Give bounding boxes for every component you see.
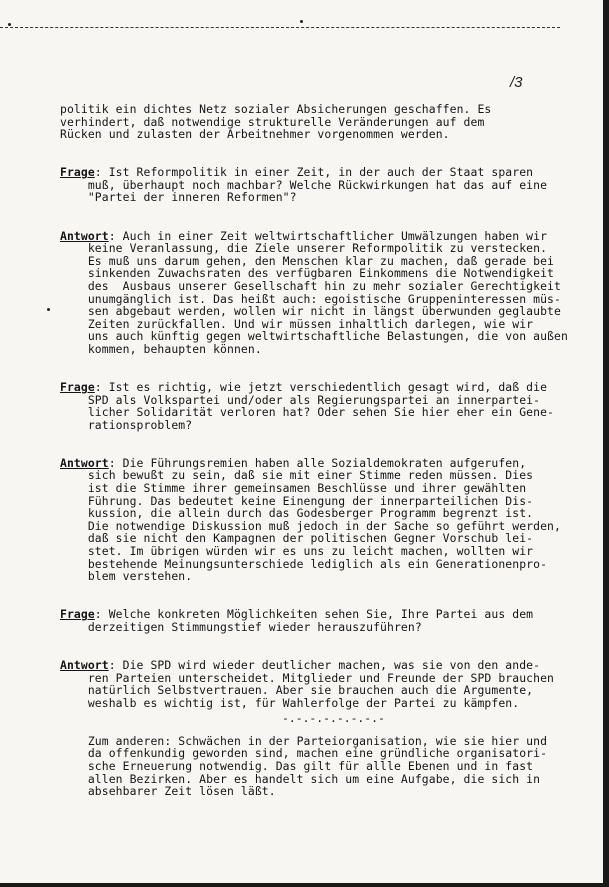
question-label: Frage xyxy=(60,165,95,180)
text-line: sen abgebaut werden, wollen wir nicht in längst überwunden geglaubte xyxy=(60,304,561,319)
scan-mark xyxy=(47,308,50,311)
answer-label: Antwort xyxy=(60,228,109,243)
text-line: allen Bezirken. Aber es handelt sich um eine Aufgabe, die sich in xyxy=(60,771,541,786)
text-line: Es muß uns darum gehen, den Menschen klar zu machen, daß gerade bei xyxy=(60,253,554,268)
text-line: sinkenden Zuwachsraten des verfügbaren Einkommens die Notwendigkeit xyxy=(60,266,554,281)
text-run: : Ist es richtig, wie jetzt verschiedentlich gesagt wird, daß die xyxy=(94,380,548,394)
interview-sections xyxy=(60,166,570,709)
text-line: des Ausbaus unserer Gesellschaft hin zu mehr sozialer Gerechtigkeit xyxy=(60,278,561,293)
text-line: ist die Stimme ihrer gemeinsamen Beschlüsse und ihrer gewählten xyxy=(60,481,527,496)
text-line: Die notwendige Diskussion muß jedoch in der Sache so geführt werden, xyxy=(60,518,561,533)
answer-block xyxy=(60,230,570,356)
top-scan-rule xyxy=(0,27,560,28)
end-separator: -.-.-.-.-.-.-.- xyxy=(282,711,385,725)
text-line: da offenkundig geworden sind, machen eine gründliche organisatori- xyxy=(60,746,548,761)
text-line: Zum anderen: Schwächen in der Parteiorganisation, wie sie hier und xyxy=(60,733,548,748)
scan-mark xyxy=(8,23,11,26)
page-number: /3 xyxy=(510,74,523,91)
text-line: muß, überhaupt noch machbar? Welche Rückwirkungen hat das auf eine xyxy=(60,177,548,192)
answer-block xyxy=(60,457,570,583)
text-line: Rücken und zulasten der Arbeitnehmer vorgenommen werden. xyxy=(60,127,450,142)
text-line: blem verstehen. xyxy=(60,569,193,584)
intro-paragraph xyxy=(60,103,570,141)
text-line: sche Erneuerung notwendig. Das gilt für allle Ebenen und in fast xyxy=(60,759,534,774)
text-line: weshalb es wichtig ist, für Wahlerfolge der Partei zu kämpfen. xyxy=(60,695,520,710)
text-line: uns auch künftig gegen weltwirtschaftliche Belastungen, die von außen xyxy=(60,329,568,344)
text-line: Zeiten zurückfallen. Und wir müssen inhaltlich darlegen, wie wir xyxy=(60,316,534,331)
text-run: : Die Führungsremien haben alle Sozialdemokraten aufgerufen, xyxy=(108,455,527,470)
text-line: "Partei der inneren Reformen"? xyxy=(60,190,297,205)
text-line: kussion, die allein durch das Godesberger Programm begrenzt ist. xyxy=(60,506,534,521)
text-run: : Auch in einer Zeit weltwirtschaftlicher Umwälzungen haben wir xyxy=(108,228,548,243)
text-line: derzeitigen Stimmungstief wieder herauszuführen? xyxy=(60,619,422,634)
question-block xyxy=(60,608,570,633)
text-line: unumgänglich ist. Das heißt auch: egoistische Gruppeninteressen müs- xyxy=(60,291,561,306)
text-run: : Welche konkreten Möglichkeiten sehen Sie, Ihre Partei aus dem xyxy=(94,607,534,622)
text-line: Führung. Das bedeutet keine Einengung der innerparteilichen Dis- xyxy=(60,493,534,508)
question-label: Frage xyxy=(60,607,95,622)
text-line: licher Solidarität verloren hat? Oder sehen Sie hier eher ein Gene- xyxy=(60,405,554,420)
scan-mark xyxy=(300,20,303,23)
answer-block xyxy=(60,659,570,709)
text-line: verhindert, daß notwendige strukturelle Veränderungen auf dem xyxy=(60,114,485,129)
text-line: sich bewußt zu sein, daß sie mit einer Stimme reden müssen. Dies xyxy=(60,468,534,483)
text-run: : Die SPD wird wieder deutlicher machen, was sie von den ande- xyxy=(108,658,541,672)
text-run: : Ist Reformpolitik in einer Zeit, in der auch der Staat sparen xyxy=(94,165,534,180)
question-block xyxy=(60,166,570,204)
text-line xyxy=(60,381,570,394)
text-line: bestehende Meinungsunterschiede lediglich als ein Generationenpro- xyxy=(60,556,548,571)
text-line: natürlich Selbstvertrauen. Aber sie brauchen auch die Argumente, xyxy=(60,683,534,698)
answer-label: Antwort xyxy=(60,455,109,470)
closing-paragraph xyxy=(60,735,570,798)
text-line: stet. Im übrigen würden wir es uns zu leicht machen, wollten wir xyxy=(60,544,534,559)
text-line: SPD als Volkspartei und/oder als Regierungspartei an innerpartei- xyxy=(60,392,541,407)
text-line xyxy=(60,659,570,672)
text-line: keine Veranlassung, die Ziele unserer Reformpolitik zu verstecken. xyxy=(60,241,548,256)
text-line: kommen, behaupten können. xyxy=(60,341,262,356)
question-label: Frage xyxy=(60,380,95,394)
text-line: daß sie nicht den Kampagnen der politischen Gegner Vorschub lei- xyxy=(60,531,534,546)
text-line: rationsproblem? xyxy=(60,417,193,432)
question-block xyxy=(60,381,570,431)
text-line: absehbarer Zeit lösen läßt. xyxy=(60,784,276,799)
text-line: ren Parteien unterscheidet. Mitglieder und Freunde der SPD brauchen xyxy=(60,670,554,685)
text-line: politik ein dichtes Netz sozialer Absicherungen geschaffen. Es xyxy=(60,102,492,116)
text-line xyxy=(60,166,570,179)
answer-label: Antwort xyxy=(60,658,109,672)
